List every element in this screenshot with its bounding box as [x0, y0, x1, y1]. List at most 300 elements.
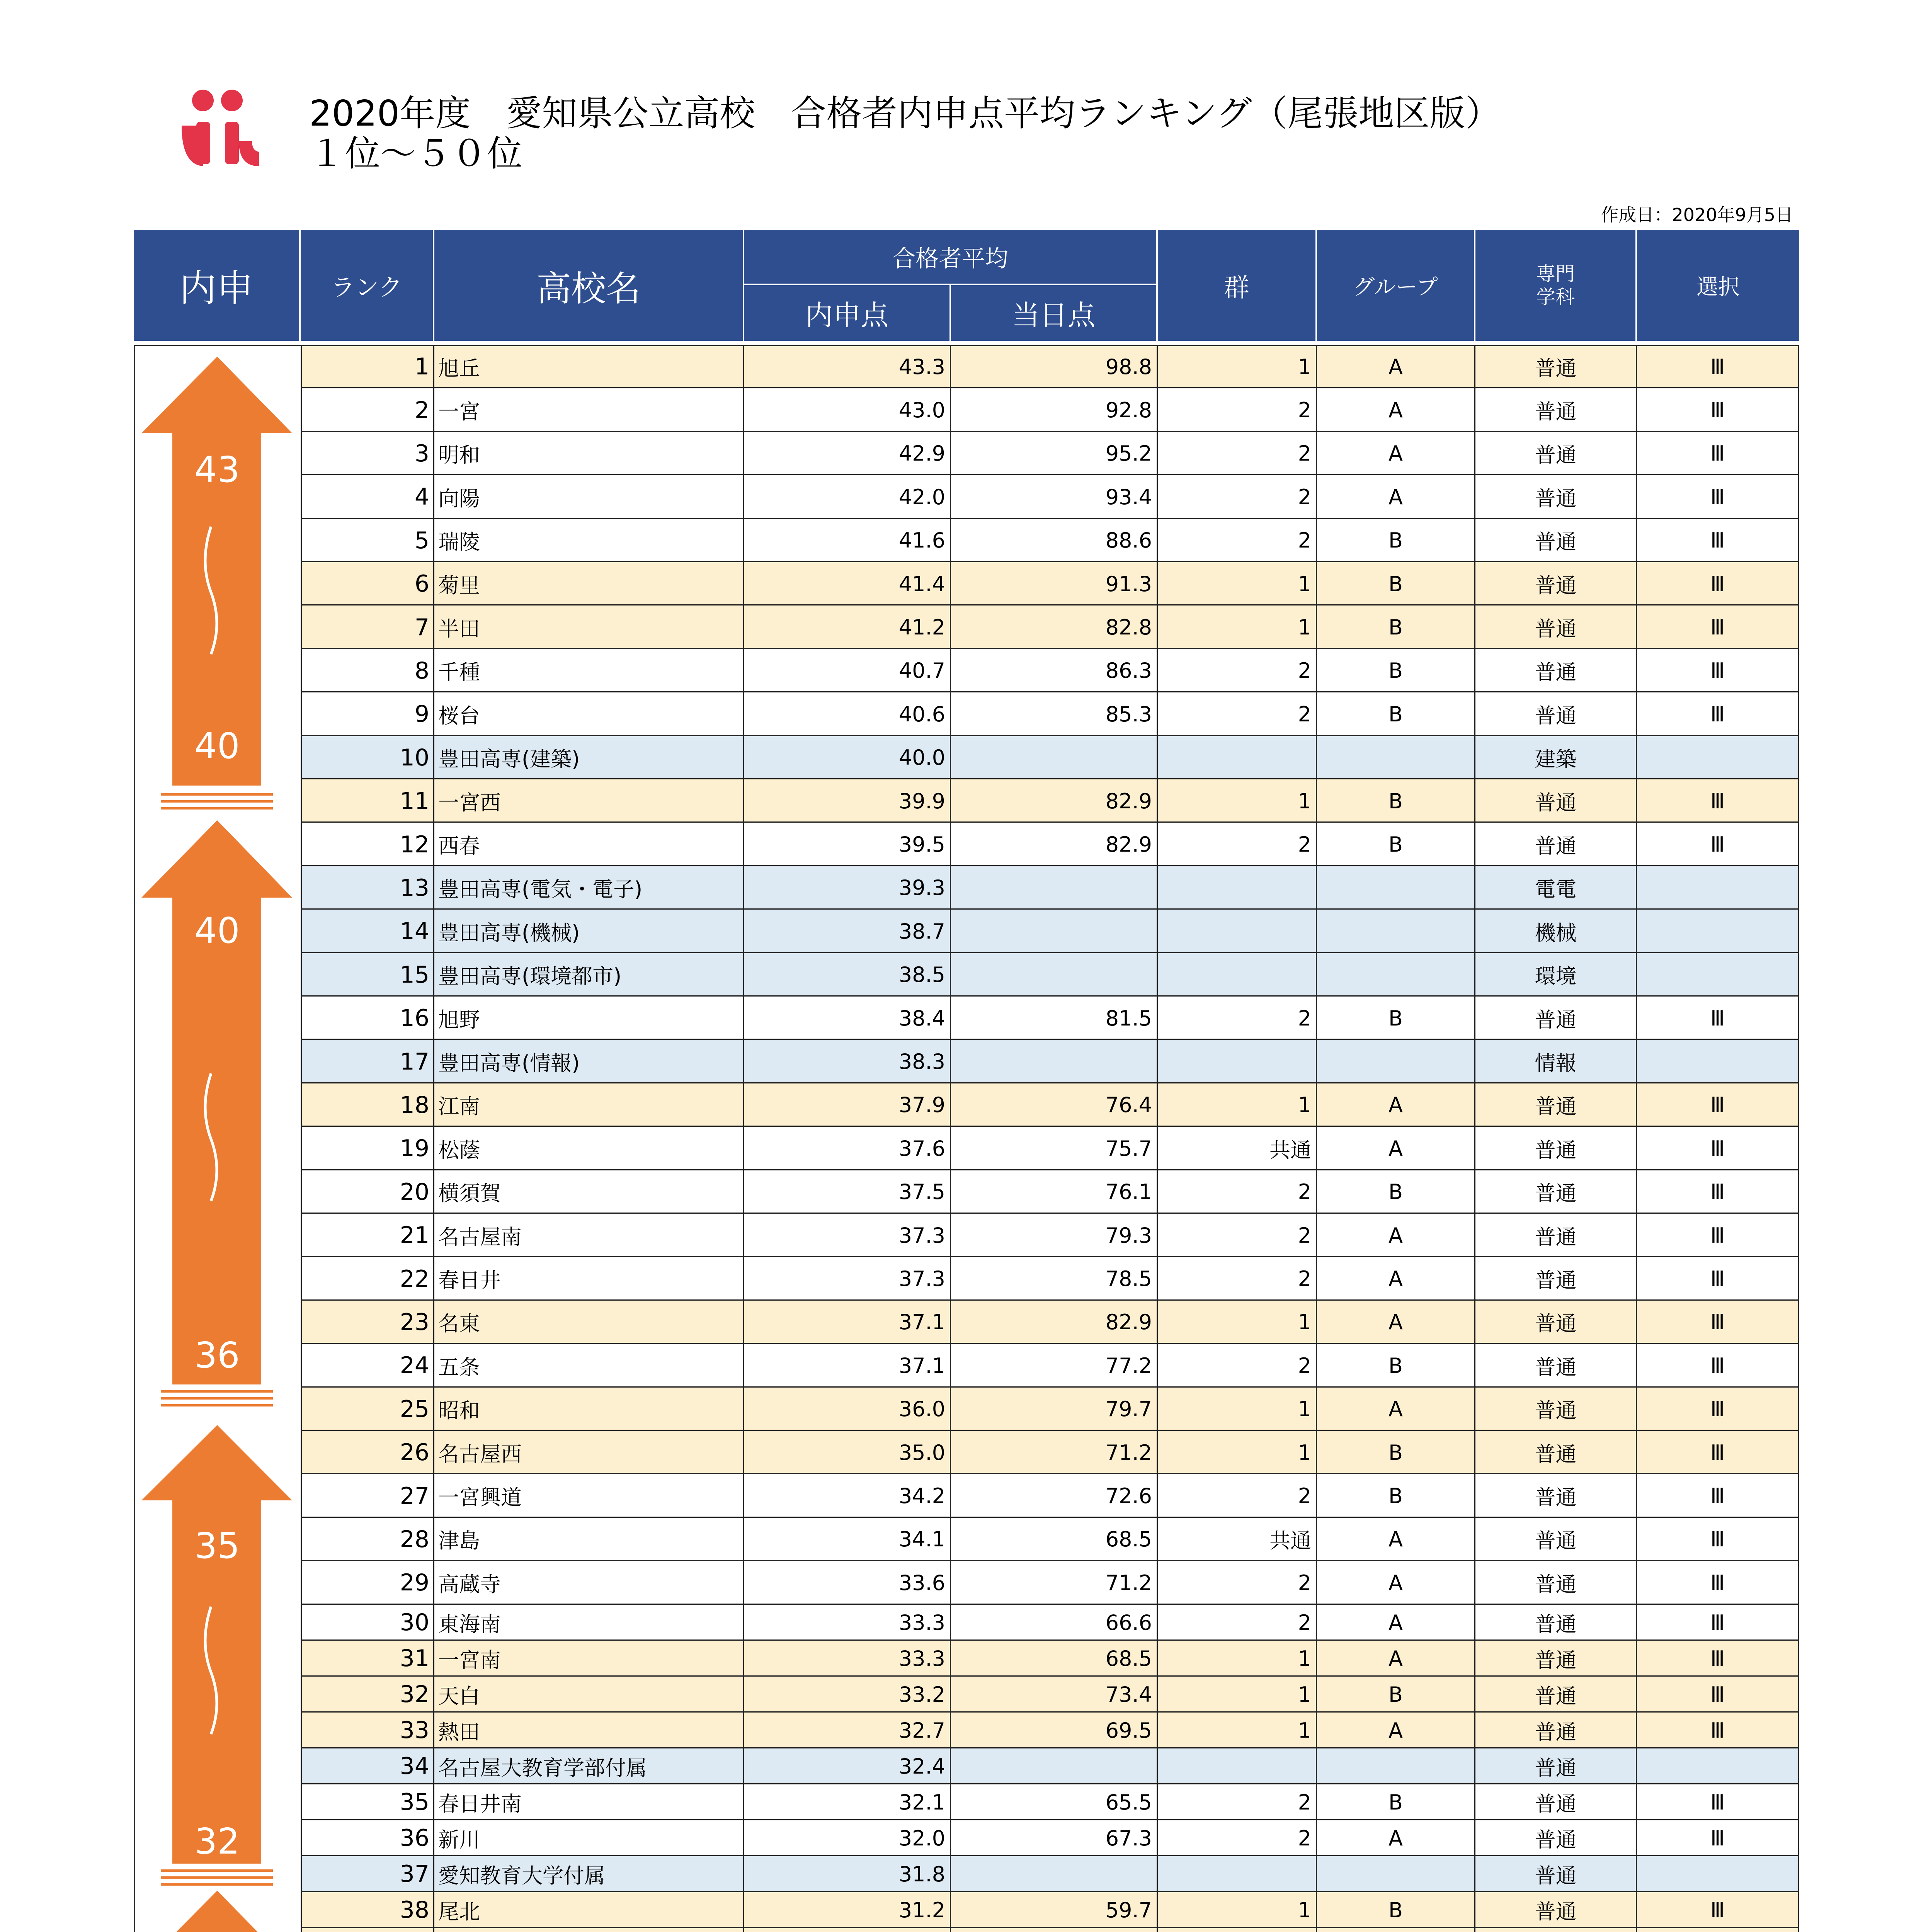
table-row	[134, 1677, 1799, 1713]
cell-name: 春日井	[434, 1257, 744, 1300]
table-row	[134, 1083, 1799, 1127]
cell-name: 千種	[434, 649, 744, 692]
cell-touj: 66.6	[951, 1605, 1158, 1641]
table-row	[134, 1784, 1799, 1820]
cell-name: 熱田	[434, 1713, 744, 1748]
table-row	[134, 475, 1799, 519]
cell-naishin: 33.2	[744, 1677, 951, 1713]
cell-group: B	[1317, 1784, 1475, 1820]
cell-senmon: 普通	[1475, 1301, 1637, 1344]
cell-sentaku: Ⅲ	[1637, 1474, 1799, 1517]
cell-name: 尾北	[434, 1892, 744, 1928]
table-row	[134, 432, 1799, 475]
cell-senmon: 普通	[1475, 1474, 1637, 1517]
cell-rank: 37	[301, 1856, 434, 1892]
cell-sentaku: Ⅲ	[1637, 1431, 1799, 1474]
cell-senmon	[1475, 1928, 1637, 1932]
cell-name: 横須賀	[434, 1170, 744, 1214]
cell-senmon: 普通	[1475, 1344, 1637, 1387]
table-row	[134, 1820, 1799, 1856]
cell-gun	[1158, 1748, 1317, 1784]
cell-name: 春日井南	[434, 1784, 744, 1820]
cell-naishin: 37.3	[744, 1214, 951, 1257]
table-row	[134, 649, 1799, 692]
created-date: 作成日：2020年9月5日	[1601, 204, 1793, 225]
cell-sentaku: Ⅲ	[1637, 1784, 1799, 1820]
cell-sentaku: Ⅲ	[1637, 562, 1799, 605]
cell-rank: 13	[301, 866, 434, 910]
cell-rank: 22	[301, 1257, 434, 1300]
cell-naishin: 32.4	[744, 1748, 951, 1784]
arrow-3-top-label: 35	[194, 1525, 240, 1566]
cell-touj: 77.2	[951, 1344, 1158, 1387]
cell-group: B	[1317, 1170, 1475, 1214]
cell-senmon: 電電	[1475, 866, 1637, 910]
cell-naishin: 32.0	[744, 1820, 951, 1856]
cell-rank: 33	[301, 1713, 434, 1748]
cell-group: A	[1317, 1713, 1475, 1748]
cell-name: 豊田高専(電気・電子)	[434, 866, 744, 910]
cell-sentaku: Ⅲ	[1637, 1713, 1799, 1748]
cell-touj: 88.6	[951, 519, 1158, 562]
cell-rank: 3	[301, 432, 434, 475]
cell-gun	[1158, 736, 1317, 779]
cell-senmon: 普通	[1475, 475, 1637, 519]
cell-gun: 1	[1158, 1892, 1317, 1928]
cell-senmon: 普通	[1475, 1641, 1637, 1677]
cell-rank: 14	[301, 910, 434, 953]
cell-naishin: 34.2	[744, 1474, 951, 1517]
cell-rank: 7	[301, 605, 434, 649]
cell-gun: 1	[1158, 345, 1317, 388]
cell-sentaku: Ⅲ	[1637, 1892, 1799, 1928]
cell-name: 天白	[434, 1677, 744, 1713]
table-header	[134, 230, 1799, 341]
table-row	[134, 779, 1799, 823]
header-avg: 合格者平均	[744, 230, 1158, 285]
cell-touj: 76.4	[951, 1083, 1158, 1127]
cell-name: 津島	[434, 1518, 744, 1561]
cell-rank: 1	[301, 345, 434, 388]
header-avg-naishin: 内申点	[744, 285, 951, 341]
cell-touj	[951, 1928, 1158, 1932]
cell-rank: 36	[301, 1820, 434, 1856]
cell-rank: 19	[301, 1127, 434, 1170]
table-row	[134, 1928, 1799, 1932]
table-row	[134, 1856, 1799, 1892]
cell-name: 旭野	[434, 997, 744, 1040]
cell-name: 一宮西	[434, 779, 744, 823]
cell-naishin: 34.1	[744, 1518, 951, 1561]
cell-group: A	[1317, 1301, 1475, 1344]
cell-sentaku	[1637, 1748, 1799, 1784]
cell-sentaku: Ⅲ	[1637, 1561, 1799, 1604]
cell-touj: 81.5	[951, 997, 1158, 1040]
table-row	[134, 1641, 1799, 1677]
cell-sentaku	[1637, 866, 1799, 910]
table-row	[134, 1892, 1799, 1928]
cell-senmon: 普通	[1475, 1170, 1637, 1214]
cell-naishin: 38.7	[744, 910, 951, 953]
cell-gun	[1158, 1040, 1317, 1083]
cell-senmon: 普通	[1475, 692, 1637, 736]
cell-naishin: 36.0	[744, 1388, 951, 1431]
cell-group: A	[1317, 1083, 1475, 1127]
cell-gun: 1	[1158, 1301, 1317, 1344]
cell-group: A	[1317, 1257, 1475, 1300]
cell-name: 豊田高専(環境都市)	[434, 953, 744, 997]
header-naishin: 内申	[134, 230, 301, 341]
cell-gun	[1158, 866, 1317, 910]
table-row	[134, 1431, 1799, 1474]
cell-group: B	[1317, 1677, 1475, 1713]
cell-gun: 2	[1158, 519, 1317, 562]
cell-gun: 1	[1158, 1388, 1317, 1431]
cell-name: 豊田高専(機械)	[434, 910, 744, 953]
cell-senmon: 普通	[1475, 823, 1637, 866]
cell-sentaku	[1637, 953, 1799, 997]
cell-sentaku	[1637, 736, 1799, 779]
cell-naishin: 39.3	[744, 866, 951, 910]
cell-sentaku: Ⅲ	[1637, 475, 1799, 519]
cell-senmon: 普通	[1475, 1856, 1637, 1892]
cell-senmon: 普通	[1475, 779, 1637, 823]
cell-rank: 32	[301, 1677, 434, 1713]
header-rank: ランク	[301, 230, 434, 341]
cell-touj: 82.8	[951, 605, 1158, 649]
cell-gun: 2	[1158, 1344, 1317, 1387]
cell-senmon: 普通	[1475, 1214, 1637, 1257]
cell-gun: 2	[1158, 388, 1317, 432]
cell-rank: 12	[301, 823, 434, 866]
cell-senmon: 普通	[1475, 562, 1637, 605]
cell-gun: 2	[1158, 1474, 1317, 1517]
cell-group	[1317, 1040, 1475, 1083]
cell-rank: 8	[301, 649, 434, 692]
cell-rank: 9	[301, 692, 434, 736]
cell-naishin: 42.0	[744, 475, 951, 519]
cell-rank: 2	[301, 388, 434, 432]
cell-senmon: 普通	[1475, 1518, 1637, 1561]
table-row	[134, 1605, 1799, 1641]
cell-naishin: 37.1	[744, 1301, 951, 1344]
cell-naishin: 35.0	[744, 1431, 951, 1474]
table-row	[134, 1127, 1799, 1170]
cell-sentaku: Ⅲ	[1637, 345, 1799, 388]
cell-touj: 82.9	[951, 823, 1158, 866]
cell-name: 昭和	[434, 1388, 744, 1431]
table-row	[134, 997, 1799, 1040]
cell-gun: 1	[1158, 1431, 1317, 1474]
table-row	[134, 823, 1799, 866]
cell-name: 半田	[434, 605, 744, 649]
table-row	[134, 692, 1799, 736]
table-row	[134, 910, 1799, 953]
cell-rank: 21	[301, 1214, 434, 1257]
cell-gun: 1	[1158, 1677, 1317, 1713]
cell-senmon: 普通	[1475, 649, 1637, 692]
cell-gun: 共通	[1158, 1518, 1317, 1561]
arrow-1-top-label: 43	[194, 449, 240, 490]
cell-touj: 76.1	[951, 1170, 1158, 1214]
cell-name: 向陽	[434, 475, 744, 519]
cell-naishin	[744, 1928, 951, 1932]
cell-sentaku: Ⅲ	[1637, 1641, 1799, 1677]
cell-touj: 82.9	[951, 779, 1158, 823]
cell-gun	[1158, 953, 1317, 997]
cell-touj	[951, 1748, 1158, 1784]
cell-name: 桜台	[434, 692, 744, 736]
cell-gun: 1	[1158, 1713, 1317, 1748]
cell-senmon: 普通	[1475, 1083, 1637, 1127]
cell-touj: 71.2	[951, 1431, 1158, 1474]
cell-rank: 34	[301, 1748, 434, 1784]
cell-senmon: 普通	[1475, 388, 1637, 432]
cell-touj: 72.6	[951, 1474, 1158, 1517]
cell-sentaku: Ⅲ	[1637, 388, 1799, 432]
cell-group: B	[1317, 823, 1475, 866]
cell-touj: 68.5	[951, 1641, 1158, 1677]
cell-touj	[951, 910, 1158, 953]
cell-senmon: 普通	[1475, 1257, 1637, 1300]
table-row	[134, 519, 1799, 562]
cell-name: 高蔵寺	[434, 1561, 744, 1604]
table-row	[134, 1518, 1799, 1561]
cell-group: B	[1317, 519, 1475, 562]
cell-name: 名東	[434, 1301, 744, 1344]
page-title: 2020年度 愛知県公立高校 合格者内申点平均ランキング（尾張地区版）	[309, 93, 1501, 134]
cell-group: B	[1317, 1474, 1475, 1517]
cell-touj: 86.3	[951, 649, 1158, 692]
cell-naishin: 37.5	[744, 1170, 951, 1214]
table-row	[134, 1344, 1799, 1387]
arrow-2-top-label: 40	[194, 910, 240, 951]
cell-sentaku: Ⅲ	[1637, 997, 1799, 1040]
cell-sentaku: Ⅲ	[1637, 823, 1799, 866]
cell-sentaku: Ⅲ	[1637, 432, 1799, 475]
table-row	[134, 1257, 1799, 1300]
cell-naishin: 40.6	[744, 692, 951, 736]
header-school: 高校名	[434, 230, 744, 341]
cell-gun: 2	[1158, 1257, 1317, 1300]
cell-group: A	[1317, 475, 1475, 519]
cell-group: A	[1317, 1820, 1475, 1856]
cell-senmon: 普通	[1475, 1127, 1637, 1170]
cell-sentaku: Ⅲ	[1637, 1170, 1799, 1214]
cell-sentaku: Ⅲ	[1637, 605, 1799, 649]
cell-sentaku: Ⅲ	[1637, 1677, 1799, 1713]
cell-group: A	[1317, 1127, 1475, 1170]
cell-group	[1317, 866, 1475, 910]
table-row	[134, 1170, 1799, 1214]
cell-rank: 29	[301, 1561, 434, 1604]
cell-name: 旭丘	[434, 345, 744, 388]
cell-group: A	[1317, 1605, 1475, 1641]
cell-sentaku: Ⅲ	[1637, 1301, 1799, 1344]
table-row	[134, 345, 1799, 388]
cell-senmon: 建築	[1475, 736, 1637, 779]
arrow-1-bottom-label: 40	[194, 725, 240, 767]
cell-senmon: 普通	[1475, 605, 1637, 649]
cell-sentaku: Ⅲ	[1637, 1083, 1799, 1127]
cell-name: 明和	[434, 432, 744, 475]
cell-touj	[951, 866, 1158, 910]
cell-touj: 68.5	[951, 1518, 1158, 1561]
cell-senmon: 情報	[1475, 1040, 1637, 1083]
cell-touj: 91.3	[951, 562, 1158, 605]
cell-rank: 10	[301, 736, 434, 779]
table-row	[134, 736, 1799, 779]
cell-naishin: 31.8	[744, 1856, 951, 1892]
cell-gun: 2	[1158, 432, 1317, 475]
cell-naishin: 41.2	[744, 605, 951, 649]
cell-naishin: 40.0	[744, 736, 951, 779]
cell-sentaku: Ⅲ	[1637, 1518, 1799, 1561]
table-row	[134, 1713, 1799, 1748]
cell-group	[1317, 953, 1475, 997]
table-row	[134, 866, 1799, 910]
cell-rank: 31	[301, 1641, 434, 1677]
cell-senmon: 普通	[1475, 345, 1637, 388]
cell-touj: 85.3	[951, 692, 1158, 736]
cell-gun: 1	[1158, 779, 1317, 823]
cell-gun: 2	[1158, 1170, 1317, 1214]
cell-group: B	[1317, 692, 1475, 736]
cell-name: 一宮南	[434, 1641, 744, 1677]
cell-gun: 2	[1158, 649, 1317, 692]
cell-sentaku: Ⅲ	[1637, 1127, 1799, 1170]
cell-rank: 28	[301, 1518, 434, 1561]
cell-name: 豊田高専(情報)	[434, 1040, 744, 1083]
cell-naishin: 39.5	[744, 823, 951, 866]
cell-name	[434, 1928, 744, 1932]
cell-sentaku	[1637, 910, 1799, 953]
cell-rank: 5	[301, 519, 434, 562]
cell-group: A	[1317, 345, 1475, 388]
cell-senmon: 普通	[1475, 1388, 1637, 1431]
cell-gun: 2	[1158, 823, 1317, 866]
cell-sentaku: Ⅲ	[1637, 1605, 1799, 1641]
cell-group	[1317, 1856, 1475, 1892]
cell-sentaku: Ⅲ	[1637, 1388, 1799, 1431]
cell-gun: 1	[1158, 562, 1317, 605]
cell-name: 西春	[434, 823, 744, 866]
cell-group: A	[1317, 1641, 1475, 1677]
header-senmon: 専門 学科	[1475, 230, 1637, 341]
cell-naishin: 38.5	[744, 953, 951, 997]
cell-gun: 2	[1158, 475, 1317, 519]
cell-touj	[951, 736, 1158, 779]
cell-senmon: 普通	[1475, 1784, 1637, 1820]
cell-gun: 1	[1158, 1641, 1317, 1677]
cell-touj: 71.2	[951, 1561, 1158, 1604]
cell-name: 松蔭	[434, 1127, 744, 1170]
cell-naishin: 37.3	[744, 1257, 951, 1300]
cell-gun: 共通	[1158, 1127, 1317, 1170]
cell-group	[1317, 910, 1475, 953]
cell-group: B	[1317, 1892, 1475, 1928]
cell-rank: 11	[301, 779, 434, 823]
cell-sentaku: Ⅲ	[1637, 1820, 1799, 1856]
cell-gun: 2	[1158, 1784, 1317, 1820]
header-group: グループ	[1317, 230, 1475, 341]
cell-senmon: 普通	[1475, 519, 1637, 562]
cell-touj: 75.7	[951, 1127, 1158, 1170]
cell-name: 東海南	[434, 1605, 744, 1641]
table-row	[134, 1301, 1799, 1344]
table-row	[134, 1748, 1799, 1784]
cell-rank: 25	[301, 1388, 434, 1431]
cell-rank: 6	[301, 562, 434, 605]
table-row	[134, 1474, 1799, 1517]
cell-name: 名古屋大教育学部付属	[434, 1748, 744, 1784]
cell-group: B	[1317, 649, 1475, 692]
cell-sentaku: Ⅲ	[1637, 1214, 1799, 1257]
cell-touj: 67.3	[951, 1820, 1158, 1856]
cell-group	[1317, 736, 1475, 779]
cell-senmon: 普通	[1475, 1677, 1637, 1713]
cell-rank: 27	[301, 1474, 434, 1517]
cell-naishin: 37.9	[744, 1083, 951, 1127]
cell-name: 愛知教育大学付属	[434, 1856, 744, 1892]
cell-naishin: 31.2	[744, 1892, 951, 1928]
cell-senmon: 普通	[1475, 1431, 1637, 1474]
cell-gun	[1158, 910, 1317, 953]
cell-touj: 79.3	[951, 1214, 1158, 1257]
cell-rank: 35	[301, 1784, 434, 1820]
cell-touj: 73.4	[951, 1677, 1158, 1713]
cell-rank: 18	[301, 1083, 434, 1127]
table-row	[134, 605, 1799, 649]
cell-naishin: 42.9	[744, 432, 951, 475]
table-top-border	[134, 345, 1799, 346]
cell-rank: 38	[301, 1892, 434, 1928]
table-row	[134, 1040, 1799, 1083]
cell-sentaku: Ⅲ	[1637, 779, 1799, 823]
cell-gun: 2	[1158, 1605, 1317, 1641]
arrow-2-bottom-label: 36	[194, 1335, 240, 1376]
cell-group: A	[1317, 1214, 1475, 1257]
cell-rank: 20	[301, 1170, 434, 1214]
cell-senmon: 普通	[1475, 432, 1637, 475]
cell-gun: 1	[1158, 605, 1317, 649]
cell-rank: 16	[301, 997, 434, 1040]
cell-group: B	[1317, 1344, 1475, 1387]
cell-senmon: 普通	[1475, 997, 1637, 1040]
cell-naishin: 40.7	[744, 649, 951, 692]
cell-rank: 15	[301, 953, 434, 997]
cell-touj: 82.9	[951, 1301, 1158, 1344]
table-row	[134, 953, 1799, 997]
cell-senmon: 普通	[1475, 1713, 1637, 1748]
cell-rank: 4	[301, 475, 434, 519]
cell-group: B	[1317, 997, 1475, 1040]
cell-naishin: 32.7	[744, 1713, 951, 1748]
cell-group	[1317, 1928, 1475, 1932]
cell-rank: 26	[301, 1431, 434, 1474]
cell-touj: 79.7	[951, 1388, 1158, 1431]
cell-naishin: 33.3	[744, 1641, 951, 1677]
cell-touj	[951, 953, 1158, 997]
cell-naishin: 37.1	[744, 1344, 951, 1387]
cell-gun: 2	[1158, 1561, 1317, 1604]
cell-name: 菊里	[434, 562, 744, 605]
cell-group: A	[1317, 432, 1475, 475]
cell-name: 新川	[434, 1820, 744, 1856]
cell-senmon: 普通	[1475, 1820, 1637, 1856]
cell-touj: 93.4	[951, 475, 1158, 519]
cell-naishin: 37.6	[744, 1127, 951, 1170]
